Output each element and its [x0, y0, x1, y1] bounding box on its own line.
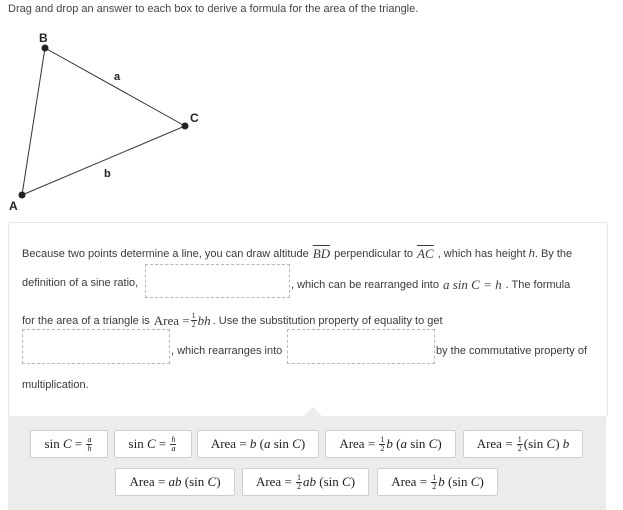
- altitude-bd: $\overline{BD}$: [312, 246, 331, 261]
- bank-notch: [304, 407, 322, 416]
- passage-line-4a: [171, 345, 282, 357]
- answer-bank: [8, 416, 606, 510]
- passage-line-2: [22, 277, 138, 289]
- side-c: [22, 48, 45, 195]
- vertex-b-dot: [42, 45, 49, 52]
- drop-box-1[interactable]: [145, 264, 290, 298]
- passage-text: , which rearranges into: [171, 345, 283, 357]
- passage-line-4b: [436, 345, 587, 357]
- passage-text: , which has height: [437, 248, 526, 260]
- answer-tile-area-half-b-a-sin-c[interactable]: Area = $\frac{1}{2}$ b (a sin C): [325, 430, 456, 458]
- answer-tile-area-ab-sin-c[interactable]: Area = ab (sin C): [115, 468, 235, 496]
- answer-tile-sin-c-a-over-h[interactable]: sin C = $\frac{a}{h}$: [30, 430, 108, 458]
- answer-tile-area-half-sin-c-b[interactable]: Area = $\frac{1}{2}$ (sin C) b: [463, 430, 583, 458]
- side-a-label: a: [114, 71, 121, 83]
- passage-text: for the area of a triangle is: [22, 314, 150, 327]
- area-formula: [154, 312, 211, 329]
- fraction-numerator: 1: [191, 311, 196, 320]
- side-a: [45, 48, 185, 126]
- side-b-label: b: [104, 168, 111, 180]
- segment-ac: $\overline{AC}$: [417, 246, 434, 261]
- passage-text: Because two points determine a line, you can draw altitude: [22, 248, 309, 260]
- drop-box-3[interactable]: [287, 329, 435, 364]
- passage-text: , which can be rearranged into: [291, 279, 439, 291]
- answer-tile-sin-c-h-over-a[interactable]: sin C = $\frac{h}{a}$: [114, 430, 192, 458]
- side-b: [22, 126, 185, 195]
- passage-text: perpendicular to: [334, 248, 414, 260]
- passage-text: definition of a sine ratio,: [22, 277, 139, 289]
- vertex-b-label: B: [39, 31, 48, 45]
- rearranged-equation: a sin C = h: [442, 277, 502, 292]
- answer-tile-area-b-a-sin-c[interactable]: Area = b (a sin C): [197, 430, 319, 458]
- area-formula-lhs: Area =: [153, 312, 190, 328]
- vertex-a-label: A: [9, 199, 18, 213]
- passage-text: by the commutative property of: [436, 345, 588, 357]
- passage-line-1: [22, 246, 572, 262]
- passage-line-3: [22, 312, 443, 329]
- triangle-diagram: [0, 24, 215, 219]
- passage-text: . The formula: [505, 279, 571, 291]
- passage-text: . Use the substitution property of equality to get: [212, 314, 443, 327]
- fraction: [191, 312, 197, 329]
- passage-line-2b: [291, 277, 570, 293]
- fraction-denominator: 2: [191, 320, 196, 329]
- passage-line-5: [22, 379, 89, 391]
- answer-tile-area-half-ab-sin-c[interactable]: Area = $\frac{1}{2}$ ab (sin C): [242, 468, 369, 496]
- derivation-panel: [8, 222, 608, 417]
- instruction-text: Drag and drop an answer to each box to derive a formula for the area of the triangle.: [8, 3, 419, 15]
- vertex-c-dot: [182, 123, 189, 130]
- height-variable: h: [528, 248, 535, 260]
- vertex-c-label: C: [190, 111, 199, 125]
- drop-box-2[interactable]: [22, 329, 170, 364]
- passage-text: multiplication.: [22, 379, 89, 391]
- answer-tile-area-half-b-sin-c[interactable]: Area = $\frac{1}{2}$ b (sin C): [377, 468, 498, 496]
- vertex-a-dot: [19, 192, 26, 199]
- area-formula-rhs: bh: [197, 312, 211, 328]
- passage-text: . By the: [534, 248, 573, 260]
